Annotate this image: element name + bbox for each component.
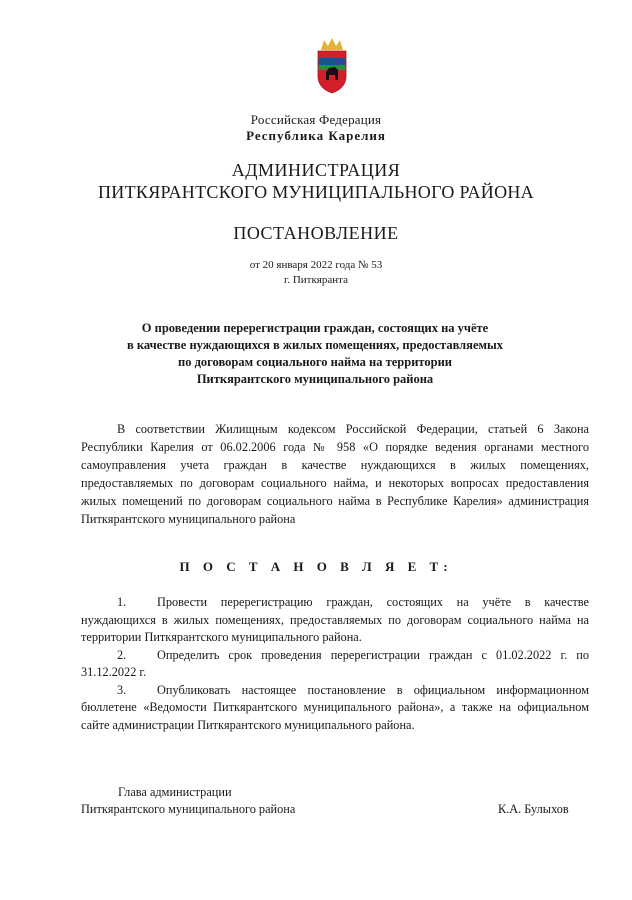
decree-word: П О С Т А Н О В Л Я Е Т:: [179, 559, 453, 574]
item-text: Определить срок проведения перерегистрации граждан с 01.02.2022 г. по 31.12.2022 г.: [81, 647, 589, 679]
document-city: г. Питкяранта: [284, 274, 348, 286]
preamble-paragraph: [81, 420, 589, 528]
administration-district: ПИТКЯРАНТСКОГО МУНИЦИПАЛЬНОГО РАЙОНА: [98, 182, 534, 202]
decree-item: [81, 647, 589, 682]
subject-line: в качестве нуждающихся в жилых помещениях, предоставляемых: [126, 338, 504, 352]
document-date: от 20 января 2022 года № 53: [249, 259, 383, 271]
subject-line: О проведении перерегистрации граждан, состоящих на учёте: [141, 321, 489, 335]
decree-items: [81, 594, 589, 734]
administration-title: АДМИНИСТРАЦИЯ: [231, 160, 401, 180]
coat-of-arms-icon: [314, 36, 350, 94]
item-number: 1.: [117, 595, 127, 609]
item-text: Провести перерегистрацию граждан, состоящих на учёте в качестве нуждающихся в жилых помещениях, предоставляемых по договорам социального найма на территории Питкярантского муниципального района.: [81, 595, 589, 644]
republic-line: Республика Карелия: [246, 128, 386, 143]
item-number: 2.: [117, 647, 127, 662]
item-number: 3.: [117, 682, 127, 697]
decree-item: [81, 594, 589, 647]
document-subject: [95, 320, 535, 388]
subject-line: Питкярантского муниципального района: [196, 372, 434, 386]
preamble-text: В соответствии Жилищным кодексом Российской Федерации, статьей 6 Закона Республики Карелия от 06.02.2006 года № 958 «О порядке ведения органами местного самоуправления учета граждан в качестве нуждающихся в жилых помещениях, предоставляемых по договорам социального найма, и некоторых вопросах предоставления жилых помещений по договорам социального найма в Республике Карелия» администрация Питкярантского муниципального района: [81, 422, 589, 526]
signature-title-2: Питкярантского муниципального района: [81, 802, 296, 816]
signatory-name: К.А. Булыхов: [498, 802, 569, 816]
country-line: Российская Федерация: [250, 112, 382, 127]
signature-title-1: Глава администрации: [118, 785, 232, 799]
document-type: ПОСТАНОВЛЕНИЕ: [233, 223, 399, 243]
shield-stripe: [319, 58, 346, 65]
crown-shape: [321, 38, 343, 50]
item-text: Опубликовать настоящее постановление в официальном информационном бюллетене «Ведомости Питкярантского муниципального района», а также на официальном сайте администрации Питкярантского муниципального района.: [81, 682, 589, 732]
decree-item: [81, 682, 589, 735]
subject-line: по договорам социального найма на территории: [178, 355, 452, 369]
